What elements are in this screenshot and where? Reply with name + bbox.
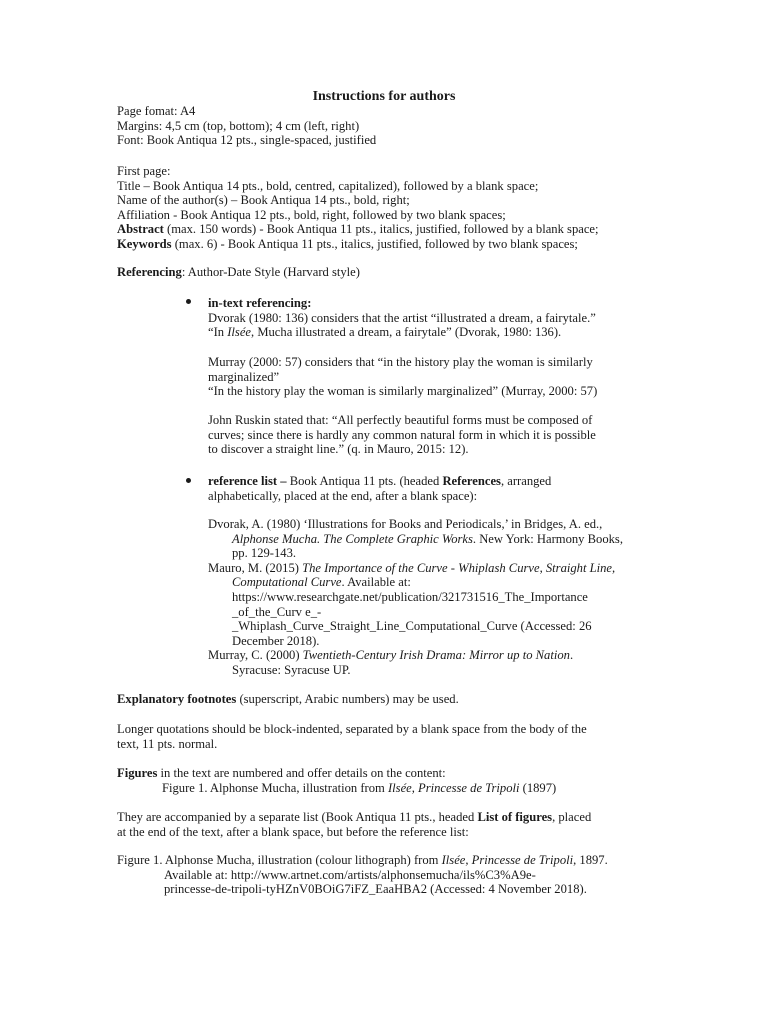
keywords-text: (max. 6) - Book Antiqua 11 pts., italics, justified, followed by two blank spaces; (171, 236, 578, 251)
in-text-example-3: John Ruskin stated that: “All perfectly beautiful forms must be composed of curves; since there is hardly any common natural form in which it is possible to discover a straight line.” (q. in Mauro, 2015: 12). (208, 413, 596, 457)
first-page-section (117, 164, 657, 252)
in-text-label: in-text referencing: (208, 296, 312, 310)
margins-line: Margins: 4,5 cm (top, bottom); 4 cm (left, right) (117, 118, 360, 133)
in-text-example-1a: Dvorak (1980: 136) considers that the artist “illustrated a dream, a fairytale.” (208, 310, 596, 325)
figure-entry: Figure 1. Alphonse Mucha, illustration (colour lithograph) from Ilsée, Princesse de Tripoli, 1897. Available at: http://www.artnet.com/artists/alphonsemucha/ils%C3%A9e- princesse-de-tripoli-tyHZnV0BOiG7iFZ_EaaHBA2 (Accessed: 4 November 2018). (117, 853, 657, 897)
figure-entry-url: Available at: http://www.artnet.com/artists/alphonsemucha/ils%C3%A9e- (164, 867, 536, 882)
footnotes-line: Explanatory footnotes (superscript, Arabic numbers) may be used. (117, 692, 459, 706)
referencing-line (117, 265, 657, 280)
first-page-heading: First page: (117, 164, 171, 178)
reference-list-section: reference list – Book Antiqua 11 pts. (headed References, arranged alphabetically, placed at the end, after a blank space): (208, 474, 552, 503)
reference-entries: Dvorak, A. (1980) ‘Illustrations for Books and Periodicals,’ in Bridges, A. ed., Alphonse Mucha. The Complete Graphic Works. New York: Harmony Books, pp. 129-143. Mauro, M. (2015) The Importance of the Curve - Whiplash Curve, Straight Line, Computational Curve. Available at: https://www.researchgate.net/publication/321731516_The_Importance _of_the_Curv e_- _Whiplash_Curve_Straight_Line_Computational_Curve (Accessed: 26 December 2018). Murray, C. (2000) Twentieth-Century Irish Drama: Mirror up to Nation. Syracuse: Syracuse UP. (208, 517, 658, 678)
abstract-label: Abstract (117, 222, 164, 237)
reference-entry-mauro: Mauro, M. (2015) The Importance of the Curve - Whiplash Curve, Straight Line, (208, 560, 616, 575)
figure-list-paragraph: They are accompanied by a separate list (Book Antiqua 11 pts., headed List of figures, placed at the end of the text, after a blank space, but before the reference list: (117, 810, 592, 839)
authors-rule: Name of the author(s) – Book Antiqua 14 pts., bold, right; (117, 193, 410, 208)
reference-entry-dvorak: Dvorak, A. (1980) ‘Illustrations for Books and Periodicals,’ in Bridges, A. ed., (208, 517, 603, 531)
format-section (117, 104, 657, 148)
referencing-text: : Author-Date Style (Harvard style) (181, 265, 360, 279)
in-text-example-1b: “In Ilsée, Mucha illustrated a dream, a fairytale” (Dvorak, 1980: 136). (208, 325, 562, 340)
keywords-label: Keywords (117, 236, 172, 251)
abstract-rule (117, 222, 657, 237)
in-text-example-2: Murray (2000: 57) considers that “in the history play the woman is similarly marginalized” “In the history play the woman is similarly marginalized” (Murray, 2000: 57) (208, 355, 598, 399)
quotations-paragraph: Longer quotations should be block-indented, separated by a blank space from the body of the text, 11 pts. normal. (117, 722, 587, 751)
affiliation-rule: Affiliation - Book Antiqua 12 pts., bold, right, followed by two blank spaces; (117, 207, 506, 222)
bullet-dot (186, 296, 194, 304)
reference-url: https://www.researchgate.net/publication/321731516_The_Importance (232, 589, 588, 604)
font-line: Font: Book Antiqua 12 pts., single-spaced, justified (117, 133, 377, 148)
figure-example: Figure 1. Alphonse Mucha, illustration from Ilsée, Princesse de Tripoli (1897) (162, 780, 557, 795)
reference-entry-murray: Murray, C. (2000) Twentieth-Century Irish Drama: Mirror up to Nation. (208, 648, 574, 663)
figures-paragraph: Figures in the text are numbered and offer details on the content: Figure 1. Alphonse Mucha, illustration from Ilsée, Princesse de Tripoli (1897) (117, 766, 657, 795)
bullet-dot (186, 475, 194, 483)
page-title: Instructions for authors (312, 89, 456, 104)
page-format-line: Page fomat: A4 (117, 104, 196, 118)
reference-list-label: reference list – (208, 474, 287, 488)
title-rule: Title – Book Antiqua 14 pts., bold, centred, capitalized), followed by a blank space; (117, 178, 539, 193)
in-text-section (208, 296, 658, 340)
abstract-text: (max. 150 words) - Book Antiqua 11 pts., italics, justified, followed by a blank space; (163, 222, 599, 237)
referencing-label: Referencing (117, 265, 182, 279)
keywords-rule (117, 237, 657, 252)
